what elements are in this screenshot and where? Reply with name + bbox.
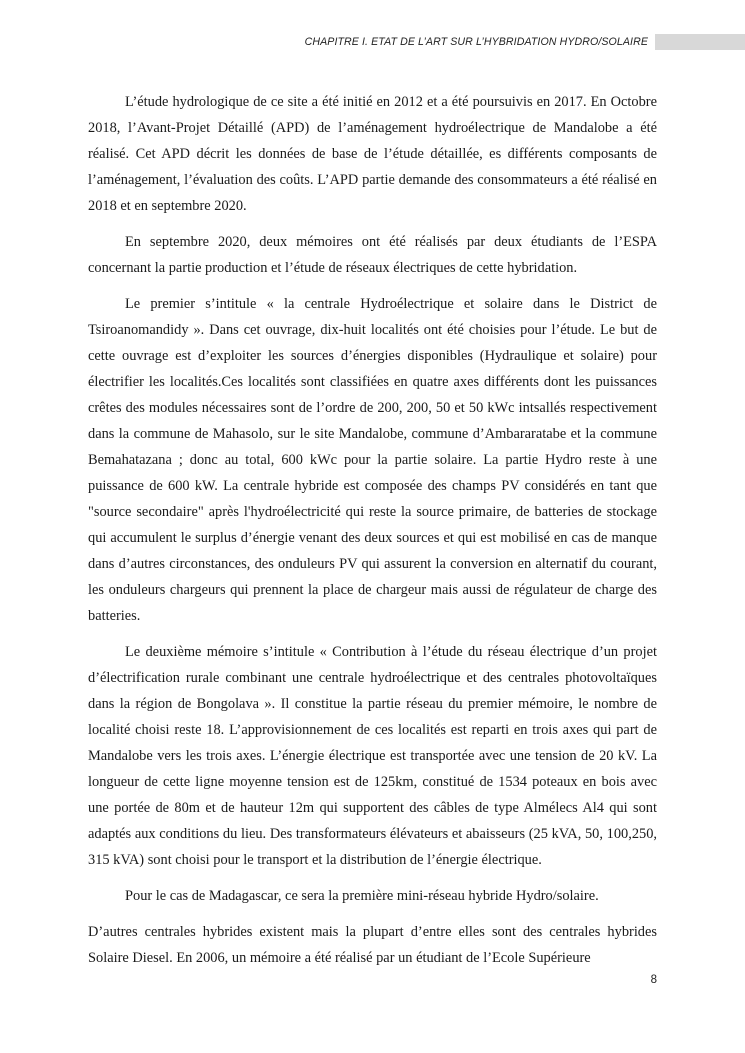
paragraph-second-memoir: Le deuxième mémoire s’intitule « Contribution à l’étude du réseau électrique d’un projet d’électrification rurale combinant une centrale hydroélectrique et des centrales photovoltaïques dans la région de Bongolava ». Il constitue la partie réseau du premier mémoire, le nombre de localité choisi reste 18. L’approvisionnement de ces localités est reparti en trois axes qui part de Mandalobe vers les trois axes. L’énergie électrique est transportée avec une tension de 20 kV. La longueur de cette ligne moyenne tension est de 125km, constitué de 1534 poteaux en bois avec une portée de 80m et de hauteur 12m qui supportent des câbles de type Almélecs Al4 qui sont adaptés aux conditions du lieu. Des transformateurs élévateurs et abaisseurs (25 kVA, 50, 100,250, 315 kVA) sont choisi pour le transport et la distribution de l’énergie électrique. bbox=[88, 644, 657, 868]
page-number: 8 bbox=[650, 974, 657, 986]
paragraph-espa-memoirs: En septembre 2020, deux mémoires ont été réalisés par deux étudiants de l’ESPA concernant la partie production et l’étude de réseaux électriques de cette hybridation. bbox=[88, 234, 657, 276]
paragraph-first-memoir: Le premier s’intitule « la centrale Hydroélectrique et solaire dans le District de Tsiroanomandidy ». Dans cet ouvrage, dix-huit localités ont été choisies pour l’étude. Le but de cette ouvrage est d’exploiter les sources d’énergies disponibles (Hydraulique et solaire) pour électrifier les localités.Ces localités sont classifiées en quatre axes différents dont les puissances crêtes des modules nécessaires sont de l’ordre de 200, 200, 50 et 50 kWc intsallés respectivement dans la commune de Mahasolo, sur le site Mandalobe, commune d’Ambararatabe et la commune Bemahatazana ; donc au total, 600 kWc pour la partie solaire. La partie Hydro reste à une puissance de 600 kW. La centrale hybride est composée des champs PV considérés en tant que "source secondaire" après l'hydroélectricité qui reste la source primaire, de batteries de stockage qui accumulent le surplus d’énergie venant des deux sources et qui est mobilisé en cas de manque dans d’autres circonstances, des onduleurs PV qui assurent la conversion en alternatif du courant, les onduleurs chargeurs qui prennent la place de chargeur mais aussi de régulateur de charge des batteries. bbox=[88, 296, 657, 624]
paragraph-madagascar: Pour le cas de Madagascar, ce sera la première mini-réseau hybride Hydro/solaire. bbox=[125, 888, 599, 904]
header-bar bbox=[655, 34, 745, 50]
paragraph-hydrology-study: L’étude hydrologique de ce site a été initié en 2012 et a été poursuivis en 2017. En Octobre 2018, l’Avant-Projet Détaillé (APD) de l’aménagement hydroélectrique de Mandalobe a été réalisé. Cet APD décrit les données de base de l’étude détaillée, es différents composants de l’aménagement, l’évaluation des coûts. L’APD partie demande des consommateurs a été réalisé en 2018 et en septembre 2020. bbox=[88, 94, 657, 214]
body-text bbox=[88, 89, 657, 981]
chapter-title: CHAPITRE I. ETAT DE L’ART SUR L’HYBRIDATION HYDRO/SOLAIRE bbox=[304, 36, 648, 48]
page-header bbox=[0, 34, 745, 54]
paragraph-other-hybrids: D’autres centrales hybrides existent mais la plupart d’entre elles sont des centrales hybrides Solaire Diesel. En 2006, un mémoire a été réalisé par un étudiant de l’Ecole Supérieure bbox=[88, 924, 657, 966]
